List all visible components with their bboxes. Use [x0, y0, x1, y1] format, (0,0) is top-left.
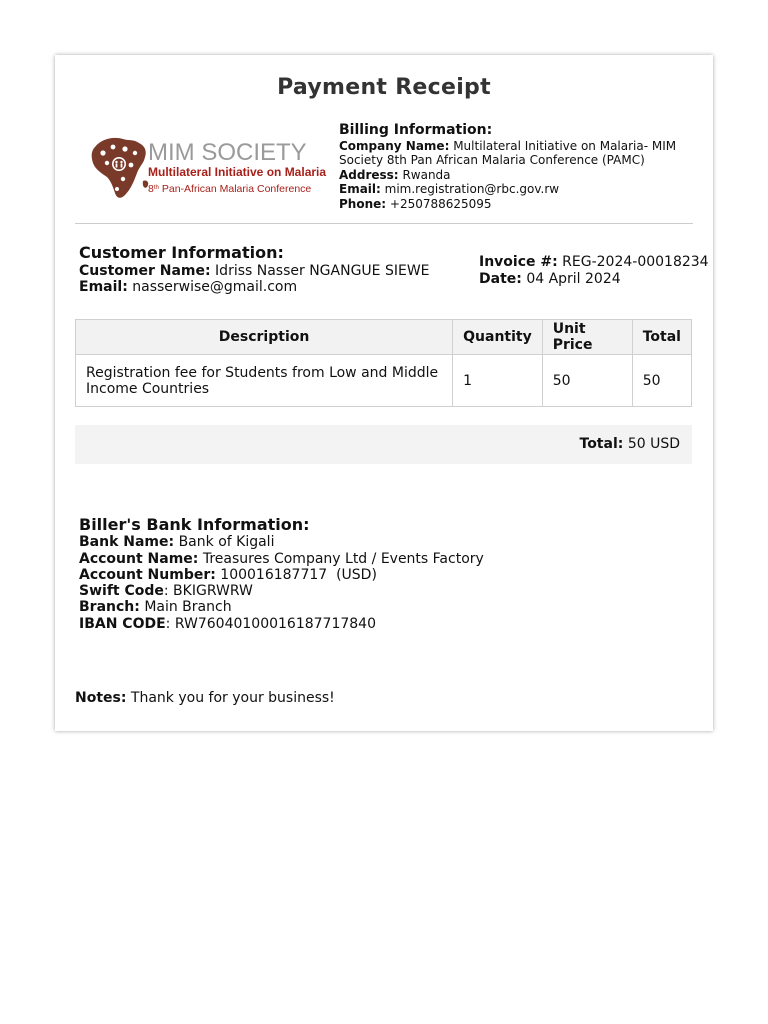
logo-event: 8th Pan-African Malaria Conference	[148, 183, 312, 195]
swift-code: Swift Code: BKIGRWRW	[79, 583, 253, 600]
bank-heading: Biller's Bank Information:	[79, 515, 310, 534]
africa-map-icon	[92, 138, 149, 198]
items-table	[75, 319, 692, 407]
invoice-date: Date: 04 April 2024	[479, 270, 621, 287]
account-name: Account Name: Treasures Company Ltd / Events Factory	[79, 550, 484, 567]
customer-name: Customer Name: Idriss Nasser NGANGUE SIEWE	[79, 262, 430, 279]
total-summary	[75, 425, 692, 464]
column-header-quantity: Quantity	[453, 320, 543, 355]
table-row	[76, 355, 692, 407]
column-header-description: Description	[76, 320, 453, 355]
customer-info	[79, 245, 459, 296]
billing-heading: Billing Information:	[339, 122, 493, 138]
row-quantity: 1	[453, 355, 543, 407]
page-title: Payment Receipt	[277, 75, 491, 100]
customer-email: Email: nasserwise@gmail.com	[79, 279, 298, 295]
bank-name: Bank Name: Bank of Kigali	[79, 534, 275, 551]
notes-label: Notes:	[75, 690, 127, 706]
row-description: Registration fee for Students from Low and Middle Income Countries	[76, 355, 453, 407]
notes	[75, 690, 335, 706]
billing-company: Company Name: Multilateral Initiative on Malaria- MIM Society 8th Pan African Malaria Conference (PAMC)	[339, 138, 677, 167]
column-header-total: Total	[632, 320, 691, 355]
row-unit-price: 50	[542, 355, 632, 407]
branch: Branch: Main Branch	[79, 599, 232, 616]
billing-address: Address: Rwanda	[339, 167, 451, 182]
billing-info	[339, 123, 679, 211]
table-header-row	[76, 320, 692, 355]
row-total: 50	[632, 355, 691, 407]
invoice-info	[479, 254, 709, 287]
logo-name: MIM SOCIETY	[148, 139, 307, 166]
logo-subtitle: Multilateral Initiative on Malaria	[148, 165, 327, 179]
divider	[75, 223, 693, 224]
bank-info	[79, 517, 484, 632]
customer-heading: Customer Information:	[79, 243, 284, 262]
billing-phone: Phone: +250788625095	[339, 196, 492, 211]
total-value: 50 USD	[627, 436, 680, 452]
billing-email: Email: mim.registration@rbc.gov.rw	[339, 182, 560, 196]
total-label: Total:	[579, 436, 624, 452]
notes-text: Thank you for your business!	[130, 690, 335, 706]
iban-code: IBAN CODE: RW76040100016187717840	[79, 615, 376, 632]
column-header-unit-price: Unit Price	[542, 320, 632, 355]
mim-society-logo	[87, 133, 327, 205]
account-number: Account Number: 100016187717 (USD)	[79, 566, 377, 583]
invoice-number: Invoice #: REG-2024-00018234	[479, 254, 709, 270]
receipt-card	[55, 55, 713, 731]
